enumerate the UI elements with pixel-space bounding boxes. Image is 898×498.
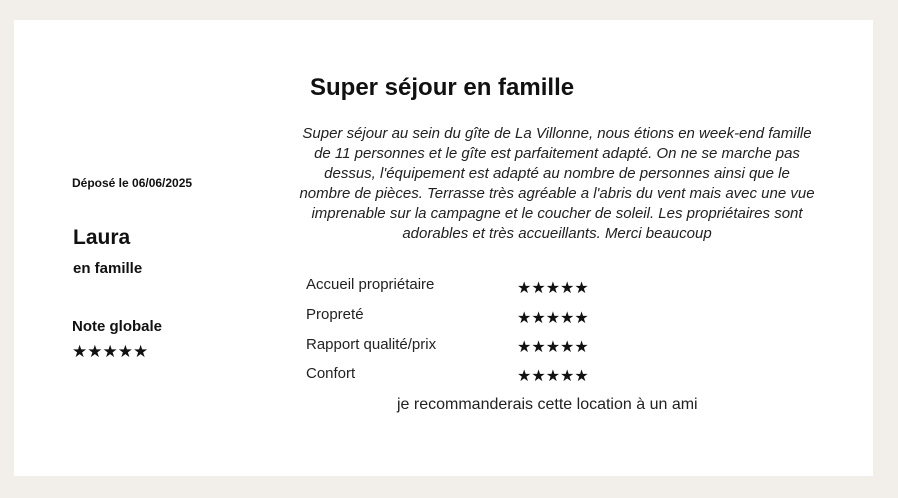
criterion-stars-confort: ★★★★★ (517, 368, 589, 385)
criterion-stars-accueil: ★★★★★ (517, 280, 589, 297)
overall-rating-label: Note globale (72, 318, 163, 335)
recommendation-text: je recommanderais cette location à un ami (397, 396, 698, 413)
review-card (14, 20, 873, 476)
review-trip-type: en famille (73, 260, 143, 277)
criterion-stars-rapport: ★★★★★ (517, 339, 589, 356)
criterion-label-confort: Confort (306, 365, 356, 382)
criterion-label-proprete: Propreté (306, 306, 364, 323)
review-date: Déposé le 06/06/2025 (72, 176, 193, 190)
review-title: Super séjour en famille (310, 74, 575, 101)
overall-rating-stars: ★★★★★ (72, 342, 149, 361)
criterion-label-rapport: Rapport qualité/prix (306, 336, 437, 353)
criterion-stars-proprete: ★★★★★ (517, 310, 589, 327)
criterion-label-accueil: Accueil propriétaire (306, 276, 435, 293)
review-author: Laura (73, 226, 131, 249)
review-text: Super séjour au sein du gîte de La Villonne, nous étions en week-end famille de 11 personnes et le gîte est parfaitement adapté. On ne se marche pas dessus, l'équipement est adapté au nombre de personnes ainsi que le nombre de pièces. Terrasse très agréable a l'abris du vent mais avec une vue imprenable sur la campagne et le coucher de soleil. Les propriétaires sont adorables et très accueillants. Merci beaucoup (299, 125, 815, 242)
